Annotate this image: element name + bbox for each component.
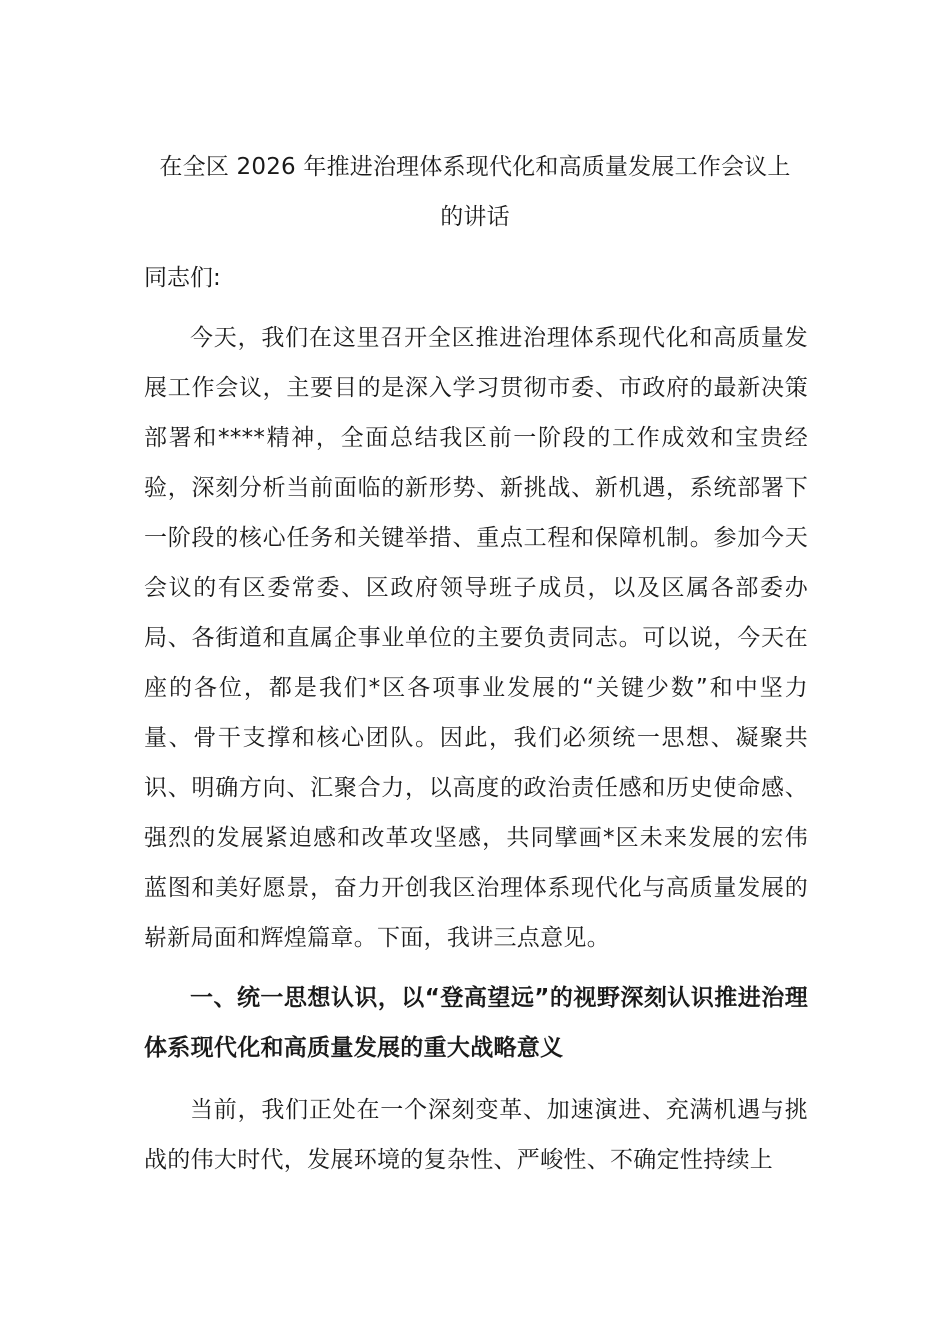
- section-heading-1: 一、统一思想认识，以“登高望远”的视野深刻认识推进治理体系现代化和高质量发展的重大战略意义: [144, 985, 808, 1061]
- title-line-2: 的讲话: [440, 204, 510, 230]
- body-paragraph-2: 当前，我们正处在一个深刻变革、加速演进、充满机遇与挑战的伟大时代，发展环境的复杂性、严峻性、不确定性持续上: [144, 1097, 808, 1173]
- document-title: [140, 142, 810, 242]
- salutation: 同志们:: [144, 265, 221, 291]
- body-paragraph-1: 今天，我们在这里召开全区推进治理体系现代化和高质量发展工作会议，主要目的是深入学习贯彻市委、市政府的最新决策部署和****精神，全面总结我区前一阶段的工作成效和宝贵经验，深刻分析当前面临的新形势、新挑战、新机遇，系统部署下一阶段的核心任务和关键举措、重点工程和保障机制。参加今天会议的有区委常委、区政府领导班子成员，以及区属各部委办局、各街道和直属企事业单位的主要负责同志。可以说，今天在座的各位，都是我们*区各项事业发展的“关键少数”和中坚力量、骨干支撑和核心团队。因此，我们必须统一思想、凝聚共识、明确方向、汇聚合力，以高度的政治责任感和历史使命感、强烈的发展紧迫感和改革攻坚感，共同擘画*区未来发展的宏伟蓝图和美好愿景，奋力开创我区治理体系现代化与高质量发展的崭新局面和辉煌篇章。下面，我讲三点意见。: [144, 325, 808, 951]
- title-line-1: 在全区 2026 年推进治理体系现代化和高质量发展工作会议上: [159, 154, 791, 180]
